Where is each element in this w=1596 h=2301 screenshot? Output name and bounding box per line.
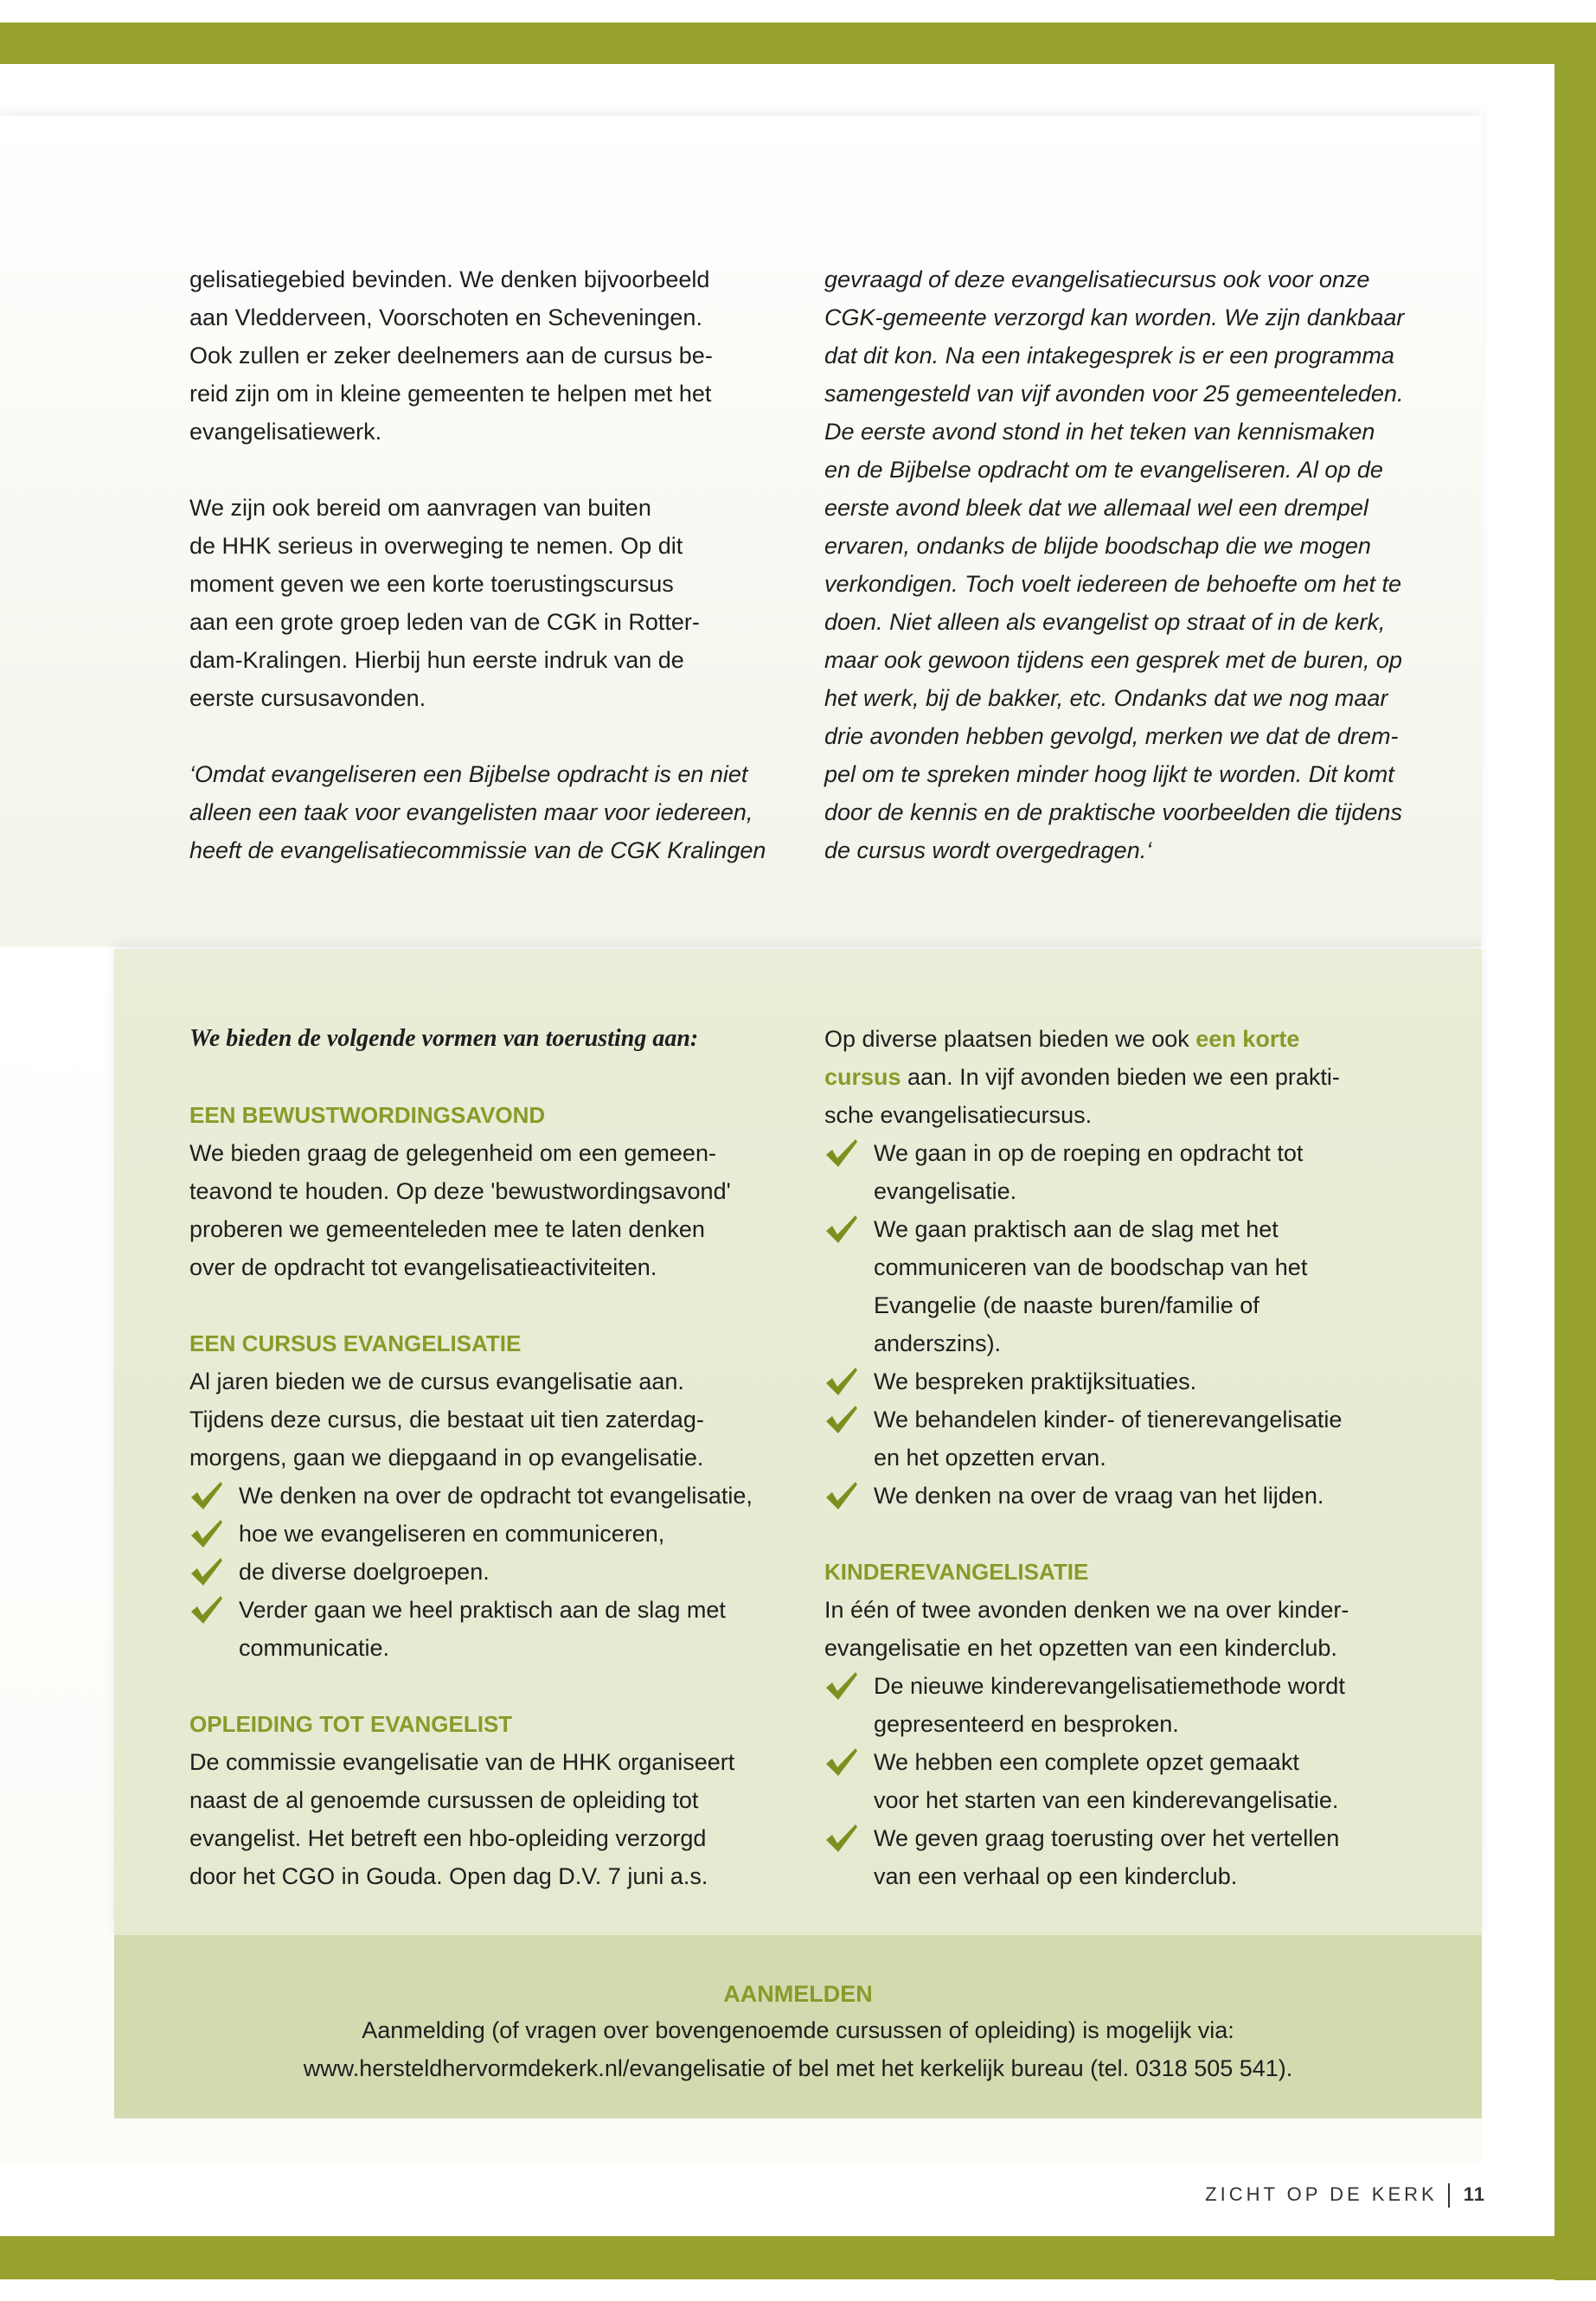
aanmelden-text: Aanmelding (of vragen over bovengenoemde cursussen of opleiding) is mogelijk via: [362,2017,1234,2043]
paragraph-1: gelisatiegebied bevinden. We denken bijvoorbeeld aan Vledderveen, Voorschoten en Scheveningen. Ook zullen er zeker deelnemers aan de cursus be- reid zijn om in kleine gemeenten te helpen met het evangelisatiewerk. [189,266,713,445]
checkmark-icon [824,1366,859,1397]
box-title: We bieden de volgende vormen van toerusting aan: [189,1025,699,1052]
article-right-column [824,260,1413,869]
checkmark-icon [824,1480,859,1511]
checkmark-icon [189,1480,224,1511]
text-cursus-evangelisatie: Al jaren bieden we de cursus evangelisatie aan. Tijdens deze cursus, die bestaat uit tien zaterdag- morgens, gaan we diepgaand in op evangelisatie. [189,1368,704,1471]
heading-opleiding-evangelist: OPLEIDING TOT EVANGELIST [189,1711,513,1737]
checkmark-icon [824,1823,859,1854]
aanmelden-title: AANMELDEN [723,1981,873,2007]
heading-cursus-evangelisatie: EEN CURSUS EVANGELISATIE [189,1330,522,1356]
list-item: We gaan in op de roeping en opdracht tot evangelisatie. [824,1134,1413,1210]
list-item: We gaan praktisch aan de slag met het communiceren van de boodschap van het Evangelie (de naaste buren/familie of anderszins). [824,1210,1413,1362]
checkmark-icon [189,1556,224,1587]
text-kinderevangelisatie: In één of twee avonden denken we na over kinder- evangelisatie en het opzetten van een kinderclub. [824,1597,1349,1661]
list-item: We bespreken praktijksituaties. [824,1362,1413,1400]
aanmelden-contact[interactable]: www.hersteldhervormdekerk.nl/evangelisatie of bel met het kerkelijk bureau (tel. 0318 505 541). [303,2055,1293,2081]
checkmark-icon [824,1138,859,1169]
kinderevangelisatie-checklist [824,1667,1413,1895]
korte-cursus-intro: Op diverse plaatsen bieden we ook een korte cursus aan. In vijf avonden bieden we een prakti- sche evangelisatiecursus. [824,1026,1340,1128]
list-item: We denken na over de opdracht tot evangelisatie, [189,1477,786,1515]
footer-divider [1448,2183,1450,2208]
checkmark-icon [189,1518,224,1549]
list-item: hoe we evangeliseren en communiceren, [189,1515,786,1553]
right-accent-bar [1554,22,1596,2280]
quote-continued: gevraagd of deze evangelisatiecursus ook voor onze CGK-gemeente verzorgd kan worden. We zijn dankbaar dat dit kon. Na een intakegesprek is er een programma samengesteld van vijf avonden voor 25 gemeenteleden. De eerste avond stond in het teken van kennismaken en de Bijbelse opdracht om te evangeliseren. Al op de eerste avond bleek dat we allemaal wel een drempel ervaren, ondanks de blijde boodschap die we mogen verkondigen. Toch voelt iedereen de behoefte om het te doen. Niet alleen als evangelist op straat of in de kerk, maar ook gewoon tijdens een gesprek met de buren, op het werk, bij de bakker, etc. Ondanks dat we nog maar drie avonden hebben gevolgd, merken we dat de drem- pel om te spreken minder hoog lijkt te worden. Dit komt door de kennis en de praktische voorbeelden die tijdens de cursus wordt overgedragen.‘ [824,266,1405,863]
list-item: We denken na over de vraag van het lijden. [824,1477,1413,1515]
page-footer [1205,2183,1485,2208]
list-item: de diverse doelgroepen. [189,1553,786,1591]
heading-bewustwordingsavond: EEN BEWUSTWORDINGSAVOND [189,1102,546,1128]
korte-cursus-checklist [824,1134,1413,1515]
quote-start: ‘Omdat evangeliseren een Bijbelse opdracht is en niet alleen een taak voor evangelisten maar voor iedereen, heeft de evangelisatiecommissie van de CGK Kralingen [189,761,766,863]
bottom-accent-bar [0,2236,1596,2279]
magazine-title: ZICHT OP DE KERK [1205,2183,1438,2205]
aanmelden-box [114,1935,1482,2118]
paragraph-2: We zijn ook bereid om aanvragen van buiten de HHK serieus in overweging te nemen. Op dit moment geven we een korte toerustingscursus aan een grote groep leden van de CGK in Rotter- dam-Kralingen. Hierbij hun eerste indruk van de eerste cursusavonden. [189,495,700,711]
cursus-checklist [189,1477,786,1667]
box-right-column [824,1020,1413,1895]
box-left-column [189,1020,786,1895]
list-item: We behandelen kinder- of tienerevangelisatie en het opzetten ervan. [824,1400,1413,1477]
list-item: We hebben een complete opzet gemaakt voor het starten van een kinderevangelisatie. [824,1743,1413,1819]
text-opleiding-evangelist: De commissie evangelisatie van de HHK organiseert naast de al genoemde cursussen de opleiding tot evangelist. Het betreft een hbo-opleiding verzorgd door het CGO in Gouda. Open dag D.V. 7 juni a.s. [189,1749,735,1889]
top-accent-bar [0,22,1596,64]
list-item: We geven graag toerusting over het vertellen van een verhaal op een kinderclub. [824,1819,1413,1895]
list-item: Verder gaan we heel praktisch aan de slag met communicatie. [189,1591,786,1667]
checkmark-icon [824,1670,859,1702]
page-number: 11 [1463,2183,1485,2205]
checkmark-icon [824,1747,859,1778]
article-left-column [189,260,786,869]
heading-kinderevangelisatie: KINDEREVANGELISATIE [824,1559,1089,1585]
checkmark-icon [824,1214,859,1245]
checkmark-icon [824,1404,859,1435]
text-bewustwordingsavond: We bieden graag de gelegenheid om een gemeen- teavond te houden. Op deze 'bewustwordingsavond' proberen we gemeenteleden mee te laten denken over de opdracht tot evangelisatieactiviteiten. [189,1140,731,1280]
list-item: De nieuwe kinderevangelisatiemethode wordt gepresenteerd en besproken. [824,1667,1413,1743]
checkmark-icon [189,1594,224,1625]
